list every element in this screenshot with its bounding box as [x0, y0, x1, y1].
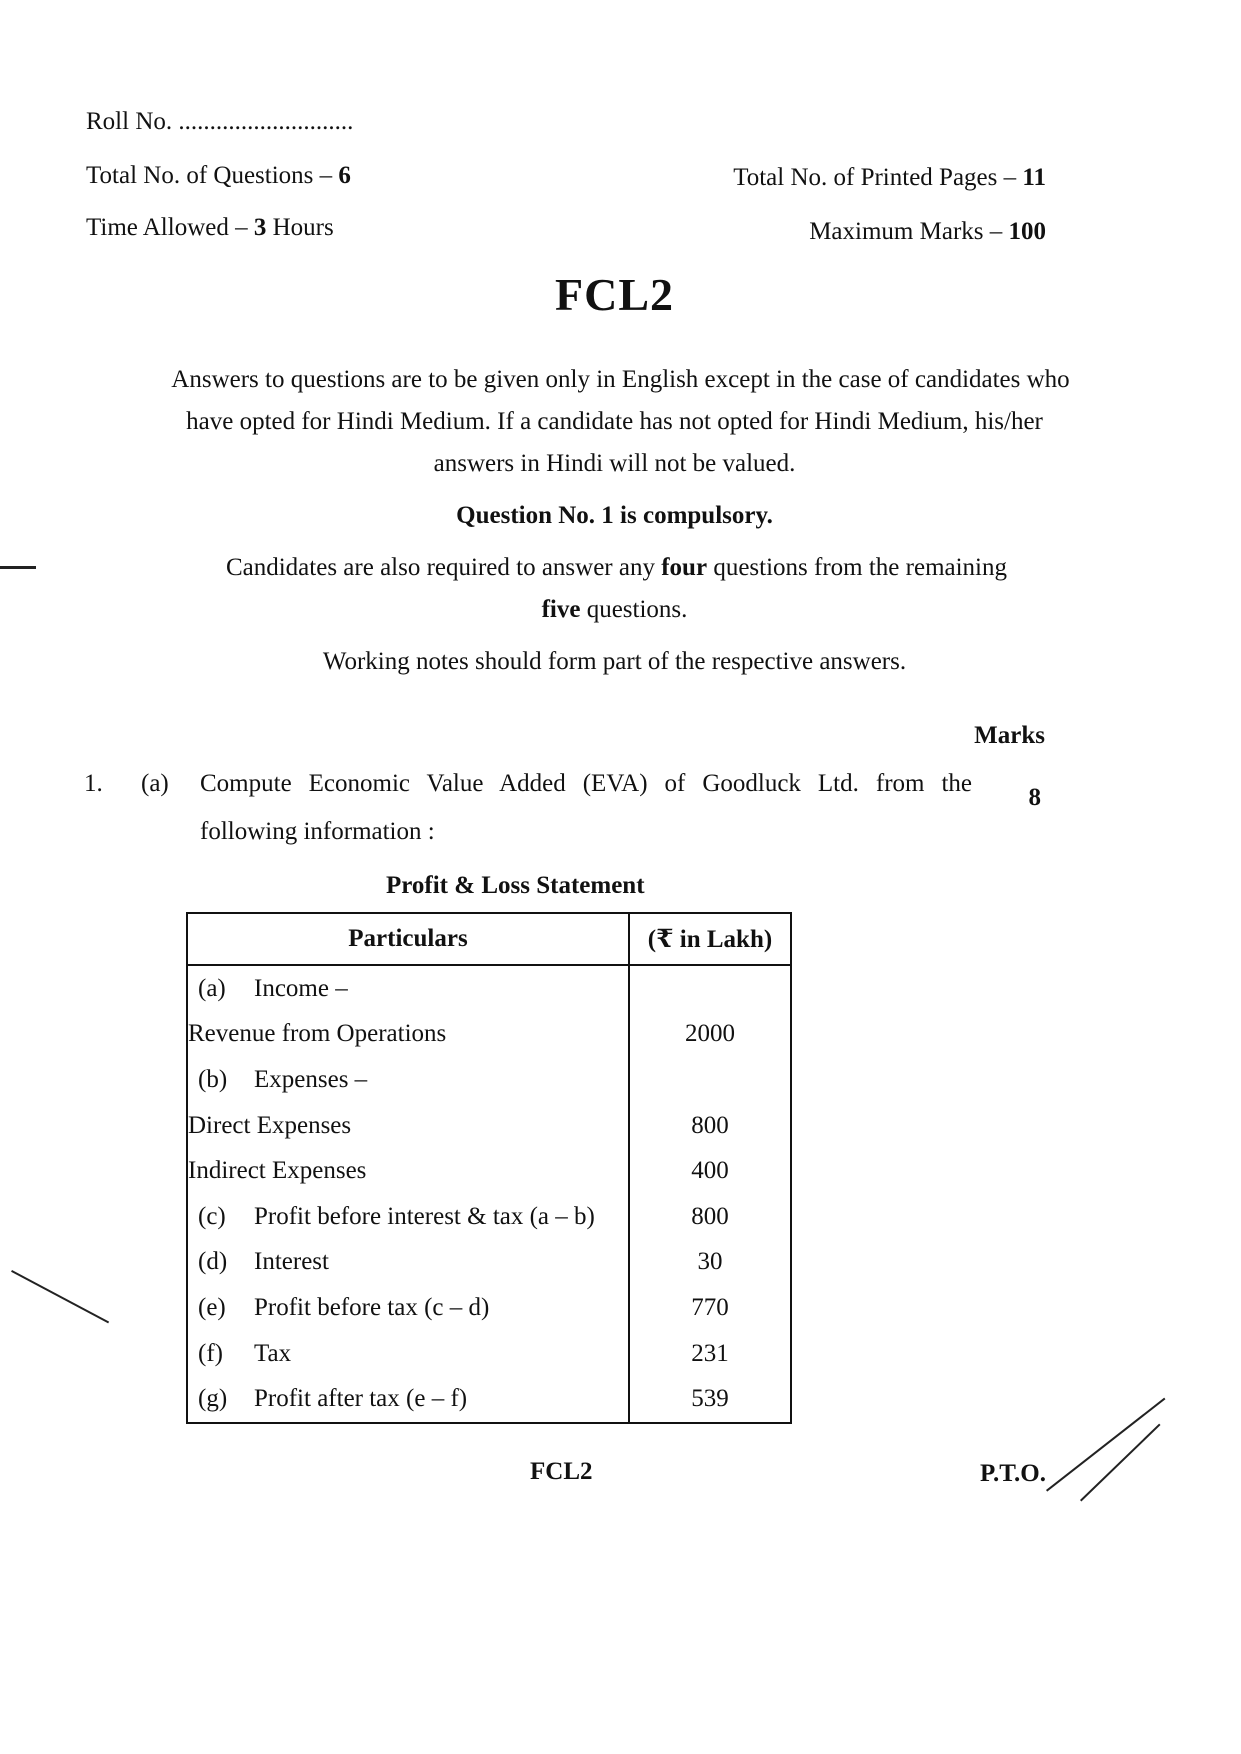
question-marks: 8 — [1028, 784, 1041, 811]
answer-any-count: four — [661, 554, 708, 581]
row-text: Direct Expenses — [188, 1111, 352, 1139]
max-marks-label: Maximum Marks – — [809, 218, 1003, 245]
time-label: Time Allowed – — [86, 214, 248, 241]
time-allowed — [86, 214, 334, 242]
table-header-row — [187, 913, 791, 965]
max-marks — [809, 218, 1046, 246]
row-value — [629, 1057, 791, 1103]
row-text: Profit before interest & tax (a – b) — [254, 1202, 595, 1230]
roll-no: Roll No. ............................ — [86, 108, 354, 135]
margin-slash-mark — [11, 1270, 109, 1323]
answer-any-pre: Candidates are also required to answer any — [225, 554, 655, 581]
total-questions-label: Total No. of Questions – — [86, 162, 333, 189]
answer-any-post: questions from the remaining — [713, 554, 1008, 581]
row-value: 400 — [629, 1148, 791, 1194]
row-label: (e) — [198, 1293, 226, 1321]
marks-heading: Marks — [974, 722, 1045, 749]
total-questions — [86, 162, 351, 190]
printed-pages-value: 11 — [1022, 164, 1046, 191]
row-label: (a) — [198, 974, 226, 1002]
table-row — [187, 1240, 791, 1286]
remaining-line — [0, 596, 1235, 624]
instruction-line-2: have opted for Hindi Medium. If a candidate has not opted for Hindi Medium, his/her — [186, 408, 1043, 435]
table-title: Profit & Loss Statement — [386, 872, 645, 899]
table-row — [187, 1376, 791, 1423]
question-text-line-2: following information : — [200, 818, 435, 845]
footer-code: FCL2 — [530, 1458, 593, 1485]
row-value: 2000 — [629, 1012, 791, 1058]
answer-any-line — [0, 554, 1237, 582]
row-text: Income – — [254, 974, 348, 1002]
row-value: 231 — [629, 1331, 791, 1377]
instruction-line-3: answers in Hindi will not be valued. — [433, 450, 796, 477]
row-value: 770 — [629, 1285, 791, 1331]
question-text-line-1: Compute Economic Value Added (EVA) of Goodluck Ltd. from the — [200, 770, 972, 797]
max-marks-value: 100 — [1008, 218, 1046, 245]
total-questions-value: 6 — [338, 162, 351, 189]
row-text: Indirect Expenses — [188, 1157, 367, 1185]
table-row — [187, 1012, 791, 1058]
working-notes: Working notes should form part of the respective answers. — [322, 648, 907, 675]
row-text: Profit before tax (c – d) — [254, 1293, 490, 1321]
table-row — [187, 1148, 791, 1194]
question-part: (a) — [141, 770, 169, 797]
row-text: Interest — [254, 1248, 329, 1276]
pto-tick-mark-2 — [1080, 1424, 1160, 1501]
row-value: 30 — [629, 1240, 791, 1286]
row-text: Profit after tax (e – f) — [254, 1385, 468, 1413]
table-row — [187, 965, 791, 1012]
table-row — [187, 1331, 791, 1377]
row-value: 539 — [629, 1376, 791, 1423]
row-text: Expenses – — [254, 1065, 368, 1093]
row-value — [629, 965, 791, 1012]
printed-pages-label: Total No. of Printed Pages – — [733, 164, 1017, 191]
time-unit: Hours — [272, 214, 334, 241]
row-label: (d) — [198, 1248, 228, 1276]
profit-loss-table — [186, 912, 792, 1424]
margin-pen-mark — [0, 566, 36, 569]
footer-pto: P.T.O. — [980, 1460, 1046, 1487]
table-row — [187, 1285, 791, 1331]
printed-pages — [733, 164, 1046, 192]
row-label: (b) — [198, 1065, 228, 1093]
remaining-count: five — [541, 596, 581, 623]
time-value: 3 — [253, 214, 267, 241]
instruction-line-1: Answers to questions are to be given only in English except in the case of candidates who — [171, 366, 1070, 393]
paper-code-title: FCL2 — [555, 269, 674, 320]
column-header-particulars: Particulars — [187, 913, 629, 965]
row-value: 800 — [629, 1103, 791, 1149]
question-number: 1. — [84, 770, 103, 797]
table-row — [187, 1103, 791, 1149]
row-text: Tax — [254, 1339, 292, 1367]
row-label: (c) — [198, 1202, 226, 1230]
compulsory-note: Question No. 1 is compulsory. — [456, 502, 773, 529]
row-text: Revenue from Operations — [188, 1020, 447, 1048]
table-row — [187, 1057, 791, 1103]
column-header-amount: (₹ in Lakh) — [629, 913, 791, 965]
row-value: 800 — [629, 1194, 791, 1240]
row-label: (f) — [198, 1339, 223, 1367]
table-row — [187, 1194, 791, 1240]
remaining-post: questions. — [586, 596, 688, 623]
row-label: (g) — [198, 1385, 228, 1413]
